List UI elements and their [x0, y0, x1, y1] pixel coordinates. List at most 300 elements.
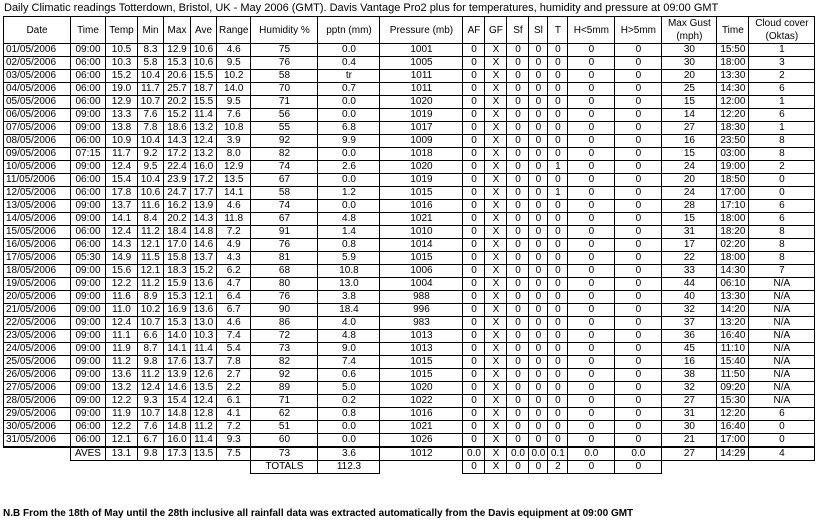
- cell-gf: X: [485, 226, 507, 239]
- cell-min: 8.4: [138, 213, 164, 226]
- cell-temp: 10.3: [106, 57, 138, 70]
- cell-pressure: 1017: [380, 122, 463, 135]
- cell-range: 6.1: [217, 395, 251, 408]
- cell-h-gt5: 0: [615, 330, 662, 343]
- cell-humidity: 72: [251, 330, 318, 343]
- table-row: [4, 434, 815, 448]
- cell-humidity: 67: [251, 174, 318, 187]
- cell-af: 0: [463, 239, 485, 252]
- cell-cloud: N/A: [749, 395, 815, 408]
- cell-date: 30/05/2006: [4, 421, 71, 434]
- cell-max: 15.4: [164, 395, 191, 408]
- cell-max: 18.4: [164, 226, 191, 239]
- cell-sf: 0: [507, 174, 529, 187]
- cell-min: 11.6: [138, 200, 164, 213]
- cell-ave: 12.8: [191, 408, 217, 421]
- cell-sl: 0: [529, 317, 548, 330]
- table-row: [4, 395, 815, 408]
- cell-af: 0: [463, 174, 485, 187]
- cell-h-lt5: 0: [568, 122, 615, 135]
- cell-gust-time: 14:30: [717, 265, 749, 278]
- cell-sf: 0: [507, 304, 529, 317]
- cell-t: 0: [548, 135, 568, 148]
- cell-date: 10/05/2006: [4, 161, 71, 174]
- table-row: [4, 122, 815, 135]
- cell-gust: 44: [662, 278, 717, 291]
- cell-gust-time: 13:30: [717, 291, 749, 304]
- cell-pptn: 0.0: [318, 200, 380, 213]
- cell-time: 06:00: [71, 83, 106, 96]
- cell-h-lt5: 0: [568, 408, 615, 421]
- cell-pptn: 1.4: [318, 226, 380, 239]
- cell-sf: 0: [507, 356, 529, 369]
- cell-time: 05:30: [71, 252, 106, 265]
- cell-gust: 45: [662, 343, 717, 356]
- cell-ave: 11.2: [191, 421, 217, 434]
- cell-date: 29/05/2006: [4, 408, 71, 421]
- cell-af: 0: [463, 109, 485, 122]
- cell-sf: 0: [507, 330, 529, 343]
- header-h-gt5: H>5mm: [615, 17, 662, 44]
- cell-gust: 16: [662, 135, 717, 148]
- header-range: Range: [217, 17, 251, 44]
- cell-gust: 30: [662, 421, 717, 434]
- cell-max: 20.6: [164, 70, 191, 83]
- cell-sl: 0: [529, 330, 548, 343]
- cell-range: 4.3: [217, 252, 251, 265]
- cell-h-gt5: 0: [615, 317, 662, 330]
- cell-sf: 0: [507, 369, 529, 382]
- cell-ave: 10.6: [191, 44, 217, 57]
- cell-humidity: 86: [251, 317, 318, 330]
- cell-pressure: 983: [380, 317, 463, 330]
- cell-time: 09:00: [71, 109, 106, 122]
- cell-date: 14/05/2006: [4, 213, 71, 226]
- cell-humidity: 67: [251, 213, 318, 226]
- cell-t: 0: [548, 174, 568, 187]
- cell-gust: 30: [662, 44, 717, 57]
- cell-humidity: 71: [251, 96, 318, 109]
- cell-gust-time: 03:00: [717, 148, 749, 161]
- cell-temp: 12.2: [106, 278, 138, 291]
- cell-gust: 16: [662, 356, 717, 369]
- totals-blank: [191, 461, 217, 474]
- cell-sl: 0: [529, 122, 548, 135]
- cell-sf: 0: [507, 122, 529, 135]
- cell-pressure: 996: [380, 304, 463, 317]
- table-row: [4, 382, 815, 395]
- cell-sf: 0: [507, 148, 529, 161]
- header-gust-time: Time: [717, 17, 749, 44]
- cell-sf: 0: [507, 57, 529, 70]
- cell-gust: 15: [662, 148, 717, 161]
- cell-gust: 32: [662, 304, 717, 317]
- cell-max: 17.0: [164, 239, 191, 252]
- cell-temp: 11.9: [106, 408, 138, 421]
- cell-sf: 0: [507, 265, 529, 278]
- cell-max: 18.6: [164, 122, 191, 135]
- cell-h-lt5: 0: [568, 44, 615, 57]
- header-humidity: Humidity %: [251, 17, 318, 44]
- cell-gust: 28: [662, 200, 717, 213]
- cell-gust-time: 11:50: [717, 369, 749, 382]
- cell-gust: 38: [662, 369, 717, 382]
- cell-gf: X: [485, 382, 507, 395]
- cell-gust-time: 18:30: [717, 122, 749, 135]
- cell-pressure: 1010: [380, 226, 463, 239]
- cell-range: 10.8: [217, 122, 251, 135]
- cell-range: 10.2: [217, 70, 251, 83]
- cell-ave: 14.3: [191, 213, 217, 226]
- cell-af: 0: [463, 421, 485, 434]
- cell-cloud: N/A: [749, 304, 815, 317]
- header-min: Min: [138, 17, 164, 44]
- cell-ave: 12.6: [191, 369, 217, 382]
- cell-sl: 0: [529, 265, 548, 278]
- cell-sf: 0: [507, 200, 529, 213]
- cell-sl: 0: [529, 213, 548, 226]
- cell-ave: 15.5: [191, 96, 217, 109]
- cell-t: 0: [548, 421, 568, 434]
- totals-gf: X: [485, 461, 507, 474]
- cell-af: 0: [463, 395, 485, 408]
- cell-sf: 0: [507, 408, 529, 421]
- cell-sl: 0: [529, 421, 548, 434]
- cell-humidity: 76: [251, 57, 318, 70]
- cell-ave: 11.4: [191, 343, 217, 356]
- cell-pressure: 1006: [380, 265, 463, 278]
- cell-date: 11/05/2006: [4, 174, 71, 187]
- cell-af: 0: [463, 343, 485, 356]
- cell-sl: 0: [529, 187, 548, 200]
- cell-h-gt5: 0: [615, 226, 662, 239]
- cell-pptn: 18.4: [318, 304, 380, 317]
- cell-h-gt5: 0: [615, 135, 662, 148]
- cell-sf: 0: [507, 421, 529, 434]
- cell-af: 0: [463, 408, 485, 421]
- cell-gust-time: 11:10: [717, 343, 749, 356]
- cell-gust-time: 18:20: [717, 226, 749, 239]
- header-gust-line1: Max Gust: [662, 17, 717, 31]
- cell-sf: 0: [507, 213, 529, 226]
- cell-h-gt5: 0: [615, 356, 662, 369]
- cell-range: 13.5: [217, 174, 251, 187]
- cell-date: 17/05/2006: [4, 252, 71, 265]
- cell-date: 15/05/2006: [4, 226, 71, 239]
- cell-time: 06:00: [71, 226, 106, 239]
- cell-date: 02/05/2006: [4, 57, 71, 70]
- table-row: [4, 96, 815, 109]
- cell-temp: 14.1: [106, 213, 138, 226]
- cell-h-gt5: 0: [615, 252, 662, 265]
- cell-gust: 31: [662, 408, 717, 421]
- totals-af: 0: [463, 461, 485, 474]
- totals-blank: [662, 461, 717, 474]
- cell-range: 7.2: [217, 421, 251, 434]
- cell-date: 05/05/2006: [4, 96, 71, 109]
- cell-gust-time: 13:30: [717, 70, 749, 83]
- cell-af: 0: [463, 96, 485, 109]
- cell-cloud: N/A: [749, 343, 815, 356]
- cell-pptn: 0.0: [318, 434, 380, 448]
- cell-ave: 14.8: [191, 226, 217, 239]
- cell-humidity: 71: [251, 395, 318, 408]
- cell-cloud: 0: [749, 434, 815, 448]
- cell-h-gt5: 0: [615, 278, 662, 291]
- cell-h-gt5: 0: [615, 291, 662, 304]
- cell-date: 22/05/2006: [4, 317, 71, 330]
- cell-humidity: 58: [251, 187, 318, 200]
- cell-humidity: 89: [251, 382, 318, 395]
- cell-min: 8.3: [138, 44, 164, 57]
- cell-gf: X: [485, 421, 507, 434]
- cell-range: 7.4: [217, 330, 251, 343]
- page-title: Daily Climatic readings Totterdown, Bristol, UK - May 2006 (GMT). Davis Vantage Pro2 plus for temperatures, humidity and pressure at 09:00 GMT: [4, 2, 719, 14]
- cell-ave: 13.5: [191, 382, 217, 395]
- cell-sl: 0: [529, 278, 548, 291]
- cell-h-lt5: 0: [568, 291, 615, 304]
- header-max: Max: [164, 17, 191, 44]
- cell-time: 06:00: [71, 174, 106, 187]
- cell-t: 0: [548, 252, 568, 265]
- cell-pptn: 0.8: [318, 408, 380, 421]
- cell-min: 5.8: [138, 57, 164, 70]
- cell-h-gt5: 0: [615, 408, 662, 421]
- cell-gust: 24: [662, 161, 717, 174]
- cell-time: 09:00: [71, 122, 106, 135]
- cell-t: 0: [548, 408, 568, 421]
- table-row: [4, 226, 815, 239]
- cell-af: 0: [463, 70, 485, 83]
- cell-cloud: N/A: [749, 317, 815, 330]
- cell-pptn: 7.4: [318, 356, 380, 369]
- cell-pptn: 4.8: [318, 213, 380, 226]
- table-header: [4, 17, 815, 44]
- totals-blank: [217, 461, 251, 474]
- cell-pptn: 4.0: [318, 317, 380, 330]
- cell-gust-time: 18:50: [717, 174, 749, 187]
- cell-gust-time: 23:50: [717, 135, 749, 148]
- header-date: Date: [4, 17, 71, 44]
- cell-time: 06:00: [71, 70, 106, 83]
- cell-gf: X: [485, 213, 507, 226]
- cell-cloud: 2: [749, 70, 815, 83]
- cell-min: 12.4: [138, 382, 164, 395]
- cell-pressure: 1021: [380, 213, 463, 226]
- cell-pptn: 5.9: [318, 252, 380, 265]
- cell-pressure: 1019: [380, 109, 463, 122]
- cell-pressure: 1020: [380, 382, 463, 395]
- cell-cloud: 6: [749, 408, 815, 421]
- cell-max: 23.9: [164, 174, 191, 187]
- climate-table-wrapper: [3, 16, 815, 474]
- cell-gust-time: 14:20: [717, 304, 749, 317]
- cell-ave: 11.4: [191, 434, 217, 448]
- table-row: [4, 200, 815, 213]
- cell-af: 0: [463, 291, 485, 304]
- cell-date: 06/05/2006: [4, 109, 71, 122]
- cell-t: 0: [548, 278, 568, 291]
- cell-ave: 12.4: [191, 135, 217, 148]
- cell-sf: 0: [507, 96, 529, 109]
- cell-h-gt5: 0: [615, 96, 662, 109]
- cell-sf: 0: [507, 382, 529, 395]
- climate-table: [3, 16, 815, 474]
- cell-gf: X: [485, 122, 507, 135]
- cell-sl: 0: [529, 369, 548, 382]
- cell-humidity: 70: [251, 83, 318, 96]
- table-row: [4, 356, 815, 369]
- cell-gust: 33: [662, 265, 717, 278]
- cell-h-lt5: 0: [568, 239, 615, 252]
- cell-min: 10.4: [138, 135, 164, 148]
- cell-gust-time: 16:40: [717, 330, 749, 343]
- table-row: [4, 265, 815, 278]
- cell-t: 0: [548, 356, 568, 369]
- cell-ave: 10.3: [191, 330, 217, 343]
- aves-t: 0.1: [548, 447, 568, 461]
- cell-af: 0: [463, 148, 485, 161]
- cell-humidity: 75: [251, 44, 318, 57]
- cell-pptn: 1.2: [318, 187, 380, 200]
- cell-h-lt5: 0: [568, 265, 615, 278]
- cell-date: 24/05/2006: [4, 343, 71, 356]
- cell-h-gt5: 0: [615, 382, 662, 395]
- cell-min: 9.8: [138, 356, 164, 369]
- cell-t: 0: [548, 265, 568, 278]
- cell-gf: X: [485, 252, 507, 265]
- cell-gust-time: 02:20: [717, 239, 749, 252]
- cell-sl: 0: [529, 148, 548, 161]
- totals-label: TOTALS: [251, 461, 318, 474]
- cell-range: 6.2: [217, 265, 251, 278]
- aves-label: AVES: [71, 447, 106, 461]
- cell-time: 09:00: [71, 369, 106, 382]
- cell-cloud: N/A: [749, 369, 815, 382]
- cell-range: 9.5: [217, 57, 251, 70]
- cell-sf: 0: [507, 434, 529, 448]
- totals-blank: [749, 461, 815, 474]
- cell-time: 09:00: [71, 408, 106, 421]
- cell-h-gt5: 0: [615, 187, 662, 200]
- cell-humidity: 80: [251, 278, 318, 291]
- table-summary: [4, 447, 815, 474]
- cell-time: 09:00: [71, 304, 106, 317]
- cell-gust-time: 06:10: [717, 278, 749, 291]
- cell-date: 03/05/2006: [4, 70, 71, 83]
- header-pptn: pptn (mm): [318, 17, 380, 44]
- cell-h-lt5: 0: [568, 395, 615, 408]
- cell-gust: 40: [662, 291, 717, 304]
- cell-date: 13/05/2006: [4, 200, 71, 213]
- cell-gust-time: 19:00: [717, 161, 749, 174]
- cell-sl: 0: [529, 135, 548, 148]
- cell-min: 7.8: [138, 122, 164, 135]
- cell-t: 0: [548, 122, 568, 135]
- cell-af: 0: [463, 226, 485, 239]
- cell-pptn: 13.0: [318, 278, 380, 291]
- aves-ave: 13.5: [191, 447, 217, 461]
- cell-ave: 15.2: [191, 265, 217, 278]
- header-ave: Ave: [191, 17, 217, 44]
- cell-gf: X: [485, 408, 507, 421]
- header-cloud-line2: (Oktas): [749, 30, 815, 44]
- cell-ave: 13.2: [191, 122, 217, 135]
- cell-sl: 0: [529, 70, 548, 83]
- cell-gust: 27: [662, 122, 717, 135]
- cell-ave: 13.0: [191, 317, 217, 330]
- table-row: [4, 135, 815, 148]
- cell-humidity: 76: [251, 239, 318, 252]
- cell-h-gt5: 0: [615, 395, 662, 408]
- cell-time: 09:00: [71, 317, 106, 330]
- cell-temp: 12.4: [106, 226, 138, 239]
- cell-time: 09:00: [71, 200, 106, 213]
- cell-af: 0: [463, 278, 485, 291]
- cell-gf: X: [485, 44, 507, 57]
- cell-temp: 12.4: [106, 161, 138, 174]
- table-body: [4, 44, 815, 448]
- header-af: AF: [463, 17, 485, 44]
- cell-h-lt5: 0: [568, 356, 615, 369]
- cell-h-lt5: 0: [568, 213, 615, 226]
- cell-t: 0: [548, 213, 568, 226]
- cell-max: 22.4: [164, 161, 191, 174]
- table-row: [4, 83, 815, 96]
- cell-cloud: 7: [749, 265, 815, 278]
- cell-max: 15.8: [164, 252, 191, 265]
- totals-blank: [106, 461, 138, 474]
- cell-time: 06:00: [71, 434, 106, 448]
- cell-gust: 37: [662, 317, 717, 330]
- cell-min: 11.2: [138, 226, 164, 239]
- cell-gust-time: 15:50: [717, 44, 749, 57]
- cell-sl: 0: [529, 382, 548, 395]
- header-gust-line2: (mph): [662, 30, 717, 44]
- cell-temp: 11.9: [106, 343, 138, 356]
- cell-sl: 0: [529, 174, 548, 187]
- cell-pressure: 1020: [380, 161, 463, 174]
- cell-time: 09:00: [71, 356, 106, 369]
- header-sl: Sl: [529, 17, 548, 44]
- cell-gf: X: [485, 148, 507, 161]
- cell-max: 16.9: [164, 304, 191, 317]
- cell-date: 12/05/2006: [4, 187, 71, 200]
- cell-humidity: 74: [251, 161, 318, 174]
- cell-time: 09:00: [71, 382, 106, 395]
- cell-temp: 10.5: [106, 44, 138, 57]
- cell-sf: 0: [507, 83, 529, 96]
- cell-t: 0: [548, 395, 568, 408]
- cell-max: 12.9: [164, 44, 191, 57]
- cell-humidity: 90: [251, 304, 318, 317]
- aves-pptn: 3.6: [318, 447, 380, 461]
- cell-sf: 0: [507, 252, 529, 265]
- cell-gust-time: 12:00: [717, 96, 749, 109]
- cell-gust: 32: [662, 382, 717, 395]
- cell-temp: 13.8: [106, 122, 138, 135]
- cell-sl: 0: [529, 408, 548, 421]
- cell-humidity: 74: [251, 200, 318, 213]
- cell-min: 10.7: [138, 96, 164, 109]
- aves-blank: [4, 447, 71, 461]
- cell-pressure: 1015: [380, 187, 463, 200]
- cell-temp: 14.9: [106, 252, 138, 265]
- cell-min: 10.4: [138, 70, 164, 83]
- cell-h-lt5: 0: [568, 135, 615, 148]
- cell-h-gt5: 0: [615, 265, 662, 278]
- cell-h-gt5: 0: [615, 239, 662, 252]
